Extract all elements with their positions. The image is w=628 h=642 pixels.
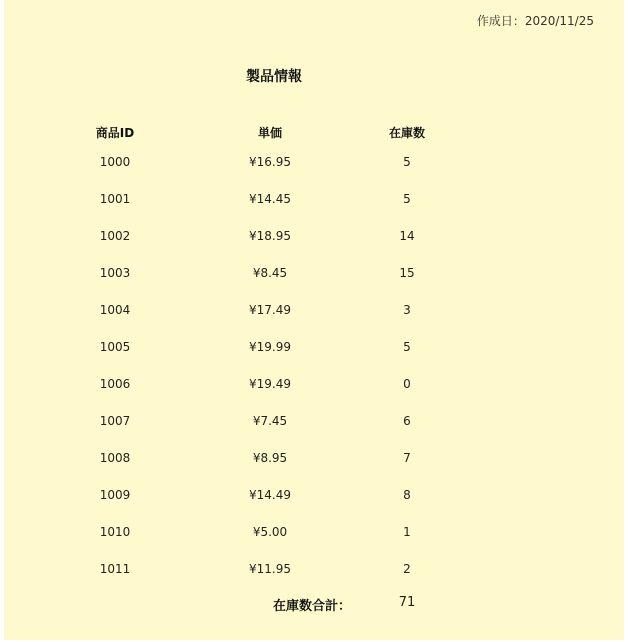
unit-price-cell: ¥18.95 — [249, 229, 291, 243]
stock-cell: 6 — [403, 414, 411, 428]
stock-cell: 15 — [399, 266, 415, 280]
product-id-cell: 1001 — [99, 192, 131, 206]
stock-cell: 0 — [403, 377, 411, 391]
stock-cell: 14 — [399, 229, 415, 243]
product-id-cell: 1003 — [99, 266, 131, 280]
unit-price-cell: ¥19.99 — [249, 340, 291, 354]
product-id-cell: 1002 — [99, 229, 131, 243]
product-table-body — [4, 0, 624, 640]
product-id-cell: 1009 — [99, 488, 131, 502]
stock-cell: 7 — [403, 451, 411, 465]
column-header-product-id: 商品ID — [95, 126, 135, 140]
unit-price-cell: ¥7.45 — [252, 414, 288, 428]
product-id-cell: 1006 — [99, 377, 131, 391]
product-id-cell: 1011 — [99, 562, 131, 576]
unit-price-cell: ¥8.95 — [252, 451, 288, 465]
stock-cell: 1 — [403, 525, 411, 539]
unit-price-cell: ¥8.45 — [252, 266, 288, 280]
stock-cell: 5 — [403, 155, 411, 169]
stock-cell: 5 — [403, 340, 411, 354]
page-title: 製品情報 — [246, 69, 302, 85]
product-id-cell: 1008 — [99, 451, 131, 465]
stock-total-label: 在庫数合計： — [272, 599, 351, 614]
unit-price-cell: ¥19.49 — [249, 377, 291, 391]
unit-price-cell: ¥11.95 — [249, 562, 291, 576]
stock-cell: 5 — [403, 192, 411, 206]
unit-price-cell: ¥16.95 — [249, 155, 291, 169]
unit-price-cell: ¥14.49 — [249, 488, 291, 502]
created-date: 作成日：2020/11/25 — [476, 14, 594, 28]
product-id-cell: 1004 — [99, 303, 131, 317]
stock-cell: 3 — [403, 303, 411, 317]
product-id-cell: 1007 — [99, 414, 131, 428]
product-sheet — [4, 0, 624, 640]
unit-price-cell: ¥14.45 — [249, 192, 291, 206]
product-id-cell: 1000 — [99, 155, 131, 169]
column-header-unit-price: 単価 — [257, 126, 282, 140]
stock-cell: 2 — [403, 562, 411, 576]
column-header-stock: 在庫数 — [388, 126, 425, 140]
product-id-cell: 1010 — [99, 525, 131, 539]
stock-cell: 8 — [403, 488, 411, 502]
unit-price-cell: ¥5.00 — [252, 525, 288, 539]
product-id-cell: 1005 — [99, 340, 131, 354]
unit-price-cell: ¥17.49 — [249, 303, 291, 317]
stock-total-value: 71 — [398, 595, 416, 610]
